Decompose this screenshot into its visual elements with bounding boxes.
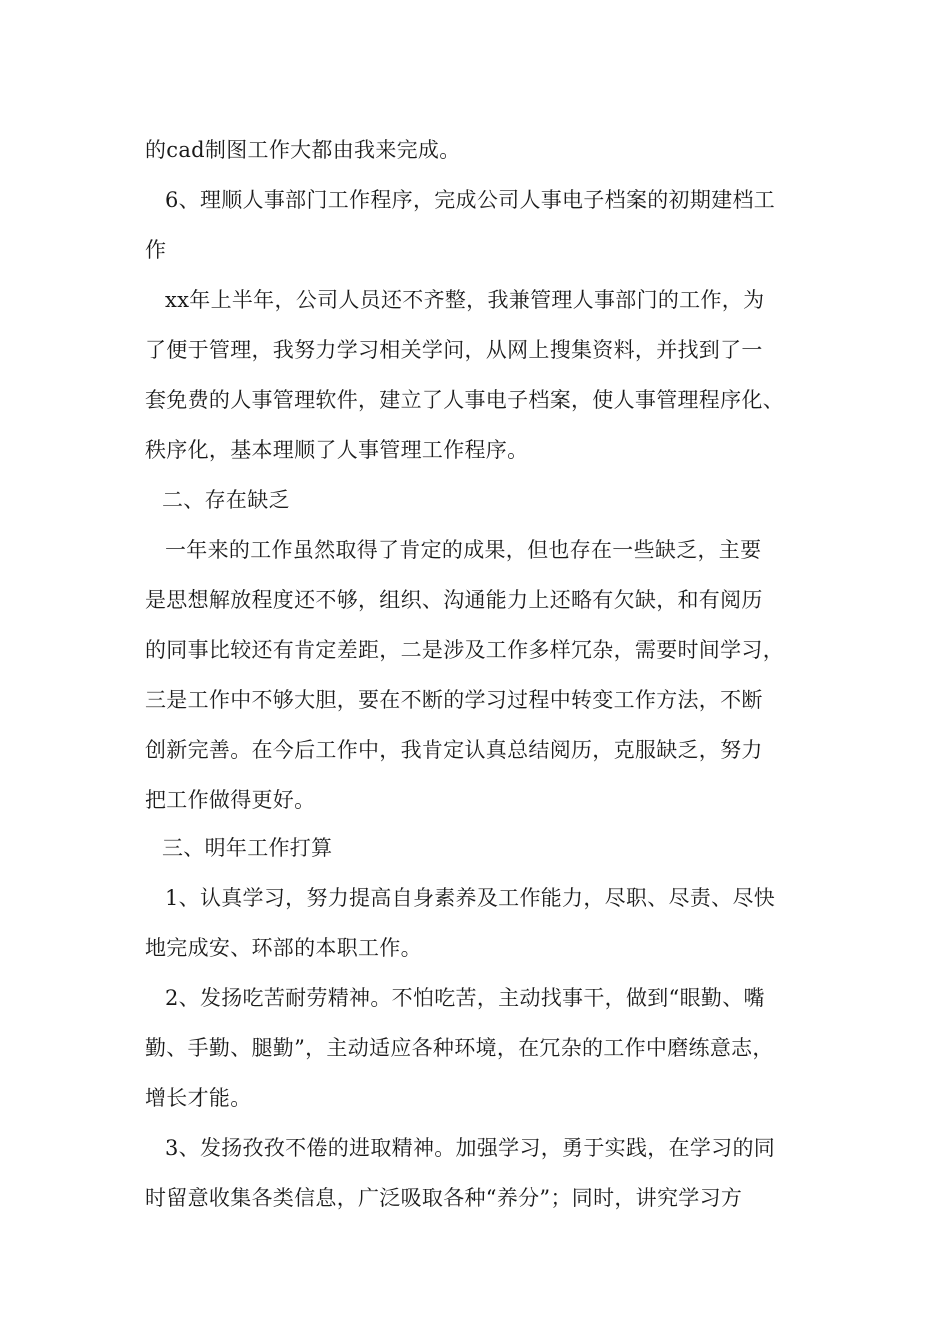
text-line-14: 把工作做得更好。 [145,788,316,812]
text-line-9: 一年来的工作虽然取得了肯定的成果，但也存在一些缺乏，主要 [165,538,762,562]
text-line-16: 1、认真学习，努力提高自身素养及工作能力，尽职、尽责、尽快 [165,886,776,910]
text-line-5: 了便于管理，我努力学习相关学问，从网上搜集资料，并找到了一 [145,338,763,362]
text-line-18: 2、发扬吃苦耐劳精神。不怕吃苦，主动找事干，做到“眼勤、嘴 [165,986,765,1010]
text-line-20: 增长才能。 [145,1086,252,1110]
text-line-3: 作 [145,238,167,262]
text-line-13: 创新完善。在今后工作中，我肯定认真总结阅历，克服缺乏，努力 [145,738,763,762]
section-heading-next-year-plan: 三、明年工作打算 [162,836,333,860]
section-heading-shortcomings: 二、存在缺乏 [162,488,290,512]
text-line-7: 秩序化，基本理顺了人事管理工作程序。 [145,438,529,462]
text-line-4: xx年上半年，公司人员还不齐整，我兼管理人事部门的工作，为 [165,288,765,312]
text-line-11: 的同事比较还有肯定差距，二是涉及工作多样冗杂，需要时间学习， [145,638,784,662]
text-line-2: 6、理顺人事部门工作程序，完成公司人事电子档案的初期建档工 [165,188,776,212]
text-line-6: 套免费的人事管理软件，建立了人事电子档案，使人事管理程序化、 [145,388,784,412]
text-line-10: 是思想解放程度还不够，组织、沟通能力上还略有欠缺，和有阅历 [145,588,763,612]
text-line-1: 的cad制图工作大都由我来完成。 [145,138,461,162]
text-line-12: 三是工作中不够大胆，要在不断的学习过程中转变工作方法，不断 [145,688,763,712]
text-line-22: 时留意收集各类信息，广泛吸取各种“养分”；同时，讲究学习方 [145,1186,743,1210]
text-line-21: 3、发扬孜孜不倦的进取精神。加强学习，勇于实践，在学习的同 [165,1136,776,1160]
text-line-17: 地完成安、环部的本职工作。 [145,936,422,960]
text-line-19: 勤、手勤、腿勤”，主动适应各种环境，在冗杂的工作中磨练意志， [145,1036,774,1060]
